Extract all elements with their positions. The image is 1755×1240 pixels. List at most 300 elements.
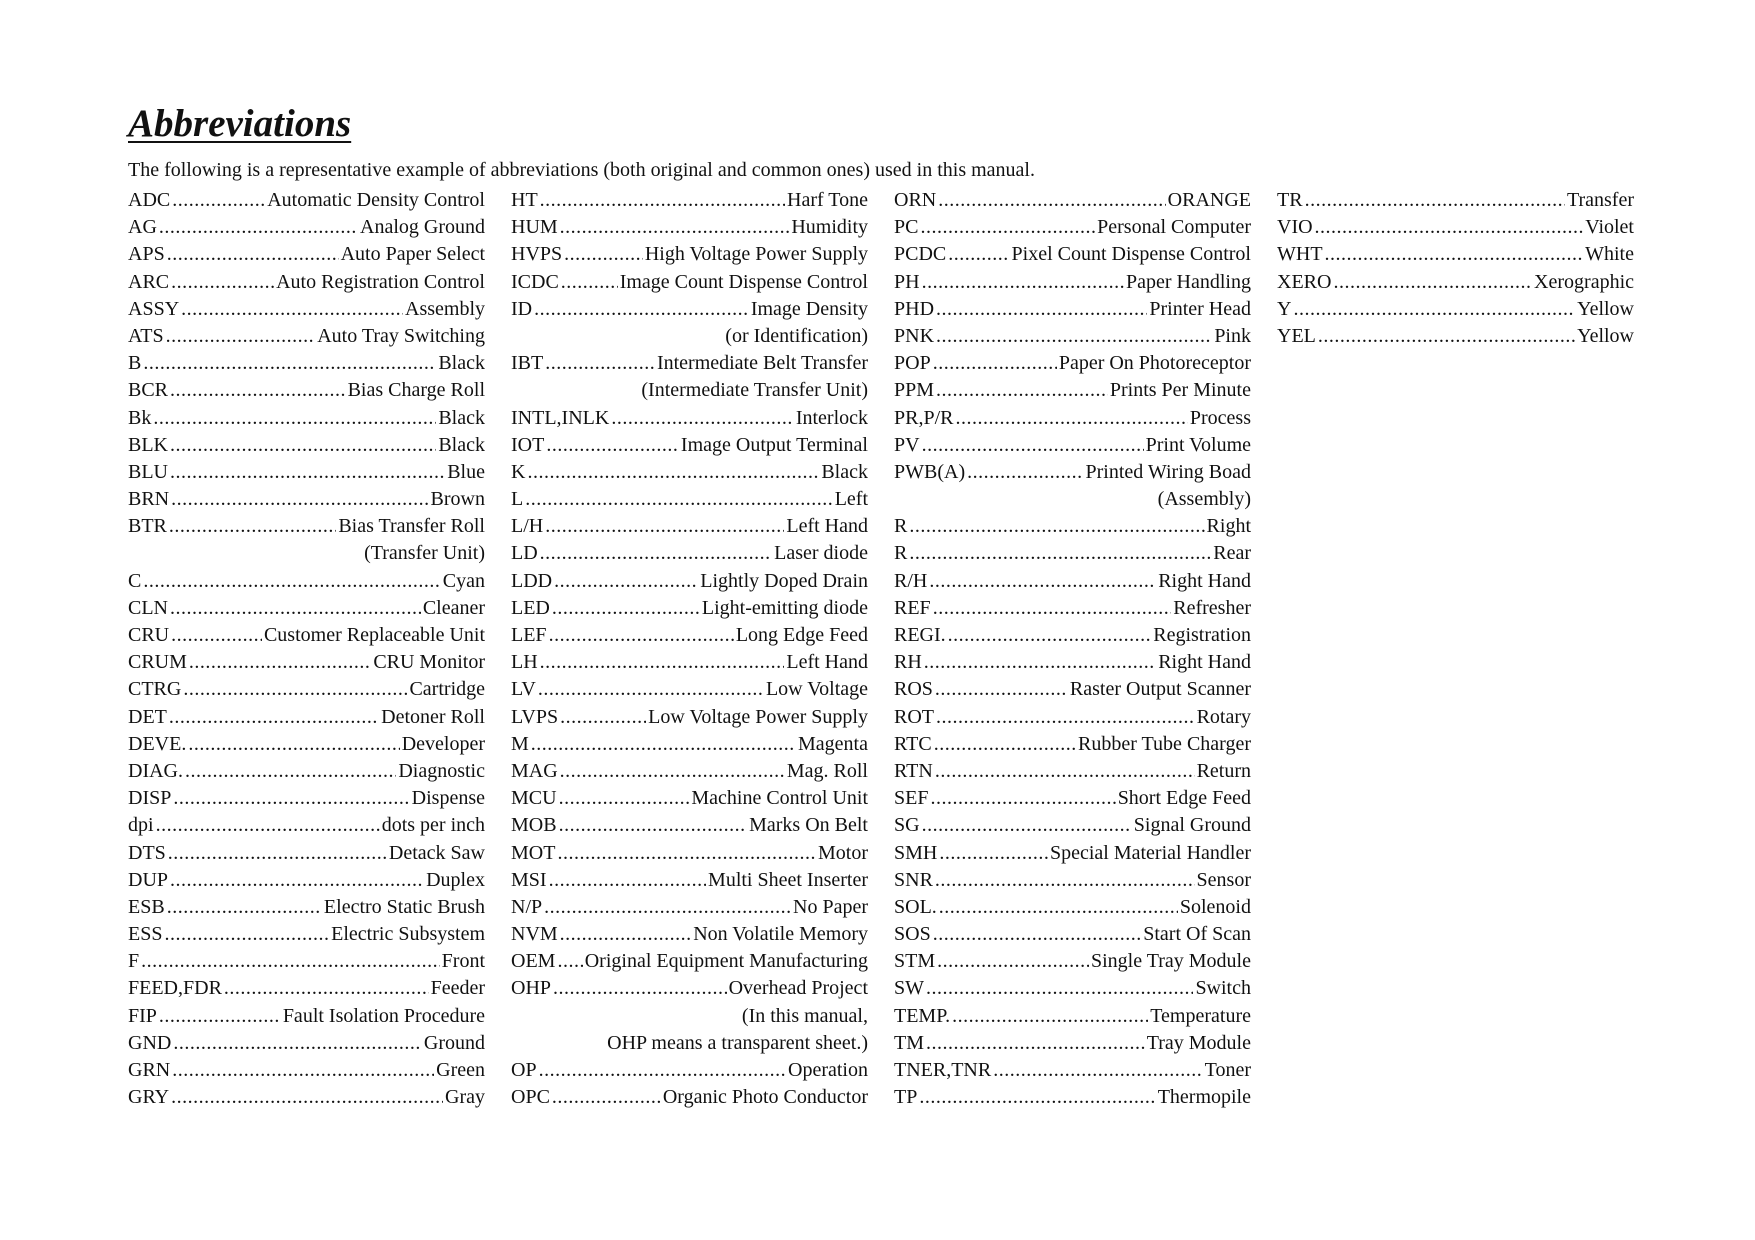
abbreviation-code: TNER,TNR (894, 1059, 992, 1081)
abbreviation-meaning: Single Tray Module (1090, 950, 1251, 973)
dot-leader (1293, 296, 1575, 323)
abbreviation-entry (511, 731, 868, 758)
abbreviation-entry (128, 432, 485, 459)
abbreviation-meaning: Gray (445, 1086, 485, 1109)
abbreviation-code: DIAG. (128, 759, 183, 782)
abbreviation-code: WHT (1277, 243, 1323, 266)
abbreviation-meaning: Switch (1195, 977, 1251, 1000)
abbreviation-meaning: (Transfer Unit) (364, 542, 485, 565)
abbreviation-code: PNK (894, 324, 935, 347)
abbreviation-entry (128, 676, 485, 703)
abbreviation-meaning: Original Equipment Manufacturing (584, 950, 868, 973)
abbreviation-code: FIP (128, 1004, 157, 1027)
abbreviation-entry (894, 214, 1251, 241)
abbreviation-entry (128, 812, 485, 839)
abbreviation-code: PC (894, 216, 919, 239)
abbreviation-meaning: Right (1206, 515, 1251, 538)
abbreviation-entry (128, 405, 485, 432)
abbreviation-meaning: Diagnostic (398, 759, 485, 782)
abbreviation-code: DEVE. (128, 732, 187, 755)
abbreviation-meaning: Assembly (405, 297, 485, 320)
abbreviation-entry (128, 323, 485, 350)
abbreviation-code: K (511, 460, 526, 483)
dot-leader (171, 622, 262, 649)
abbreviation-entry (894, 812, 1251, 839)
abbreviation-meaning: Electric Subsystem (331, 923, 485, 946)
dot-leader (525, 486, 832, 513)
dot-leader (909, 540, 1211, 567)
dot-leader (171, 1084, 443, 1111)
abbreviation-code: VIO (1277, 216, 1313, 239)
dot-leader (955, 405, 1187, 432)
abbreviation-entry (511, 1057, 868, 1084)
abbreviation-entry (128, 622, 485, 649)
abbreviation-meaning: Image Density (750, 297, 868, 320)
dot-leader (170, 459, 445, 486)
dot-leader (181, 296, 403, 323)
abbreviation-code: TP (894, 1086, 918, 1109)
abbreviation-entry (128, 758, 485, 785)
abbreviation-entry (511, 785, 868, 812)
abbreviation-continuation (511, 1003, 868, 1030)
abbreviation-code: M (511, 732, 529, 755)
abbreviation-entry (894, 894, 1251, 921)
dot-leader (1318, 323, 1575, 350)
dot-leader (171, 486, 428, 513)
abbreviation-entry (511, 296, 868, 323)
abbreviation-entry (511, 350, 868, 377)
abbreviation-code: AG (128, 216, 157, 239)
abbreviation-meaning: Temperature (1150, 1004, 1251, 1027)
dot-leader (935, 758, 1195, 785)
dot-leader (922, 812, 1132, 839)
abbreviation-meaning: Auto Paper Select (340, 243, 485, 266)
dot-leader (153, 405, 436, 432)
abbreviation-code: REF (894, 596, 931, 619)
abbreviation-meaning: Return (1196, 759, 1251, 782)
abbreviation-meaning: Refresher (1173, 596, 1251, 619)
abbreviation-entry (511, 975, 868, 1002)
abbreviation-meaning: Non Volatile Memory (693, 923, 868, 946)
abbreviation-code: YEL (1277, 324, 1316, 347)
dot-leader (167, 241, 339, 268)
dot-leader (560, 704, 646, 731)
abbreviation-meaning: Rubber Tube Charger (1078, 732, 1251, 755)
abbreviation-entry (128, 459, 485, 486)
abbreviation-meaning: Low Voltage (765, 678, 868, 701)
abbreviation-code: SEF (894, 787, 929, 810)
abbreviation-entry (511, 459, 868, 486)
abbreviation-code: dpi (128, 814, 154, 837)
abbreviation-code: XERO (1277, 270, 1332, 293)
abbreviation-entry (511, 214, 868, 241)
abbreviation-entry (894, 840, 1251, 867)
abbreviation-meaning: Right Hand (1158, 651, 1251, 674)
abbreviation-meaning: Customer Replaceable Unit (263, 624, 485, 646)
abbreviation-meaning: Yellow (1577, 297, 1634, 320)
abbreviation-meaning: Cleaner (422, 596, 485, 619)
abbreviation-code: RH (894, 651, 922, 674)
abbreviation-entry (894, 921, 1251, 948)
abbreviation-code: OPC (511, 1086, 550, 1109)
abbreviation-code: MOT (511, 841, 556, 864)
dot-leader (549, 867, 706, 894)
abbreviation-code: DTS (128, 841, 166, 864)
abbreviation-meaning: Yellow (1577, 324, 1634, 347)
abbreviation-meaning: (Intermediate Transfer Unit) (641, 379, 868, 402)
abbreviation-meaning: (In this manual, (741, 1004, 868, 1027)
abbreviation-meaning: Brown (430, 488, 485, 511)
abbreviation-code: DISP (128, 787, 172, 810)
abbreviation-continuation (511, 1030, 868, 1057)
dot-leader (538, 676, 764, 703)
dot-leader (170, 595, 421, 622)
abbreviation-meaning: Machine Control Unit (691, 787, 868, 810)
dot-leader (224, 975, 429, 1002)
abbreviation-code: BRN (128, 488, 170, 511)
abbreviation-code: ROS (894, 678, 933, 701)
abbreviation-meaning: Black (438, 433, 485, 456)
abbreviation-code: SMH (894, 841, 938, 864)
abbreviation-meaning: Tray Module (1146, 1031, 1251, 1054)
abbreviation-code: TR (1277, 189, 1303, 211)
abbreviation-code: GRN (128, 1059, 171, 1081)
abbreviation-code: HUM (511, 216, 558, 239)
dot-leader (141, 948, 440, 975)
abbreviation-column-2 (511, 187, 868, 1111)
dot-leader (930, 785, 1115, 812)
dot-leader (933, 350, 1057, 377)
abbreviation-entry (511, 432, 868, 459)
abbreviation-entry (511, 568, 868, 595)
abbreviation-meaning: White (1585, 243, 1634, 266)
abbreviation-entry (128, 595, 485, 622)
abbreviation-entry (511, 486, 868, 513)
abbreviation-code: HT (511, 189, 538, 211)
abbreviation-meaning: Thermopile (1157, 1086, 1251, 1109)
abbreviation-code: IBT (511, 352, 544, 375)
abbreviation-code: MCU (511, 787, 557, 810)
abbreviation-code: MAG (511, 759, 558, 782)
abbreviation-entry (894, 731, 1251, 758)
abbreviation-meaning: Auto Tray Switching (317, 324, 485, 347)
dot-leader (933, 595, 1172, 622)
abbreviation-meaning: Laser diode (774, 542, 868, 565)
abbreviation-code: CLN (128, 596, 168, 619)
abbreviation-meaning: Motor (818, 841, 868, 864)
abbreviation-meaning: dots per inch (381, 814, 485, 837)
dot-leader (189, 649, 371, 676)
abbreviation-meaning: Black (438, 352, 485, 375)
dot-leader (549, 622, 734, 649)
abbreviation-code: PH (894, 270, 920, 293)
dot-leader (993, 1057, 1202, 1084)
dot-leader (559, 812, 748, 839)
dot-leader (936, 323, 1212, 350)
abbreviation-entry (894, 350, 1251, 377)
dot-leader (185, 758, 396, 785)
abbreviation-entry (894, 432, 1251, 459)
abbreviation-entry (894, 323, 1251, 350)
dot-leader (531, 731, 796, 758)
abbreviation-entry (894, 622, 1251, 649)
abbreviation-meaning: Rear (1213, 542, 1251, 565)
abbreviation-entry (894, 296, 1251, 323)
abbreviation-entry (128, 486, 485, 513)
abbreviation-code: CTRG (128, 678, 182, 701)
dot-leader (554, 568, 698, 595)
dot-leader (546, 432, 679, 459)
abbreviation-entry (128, 1084, 485, 1111)
abbreviation-entry (1277, 296, 1634, 323)
abbreviation-code: STM (894, 950, 936, 973)
dot-leader (1315, 214, 1584, 241)
abbreviation-entry (511, 405, 868, 432)
abbreviation-entry (128, 948, 485, 975)
abbreviation-code: SNR (894, 868, 933, 891)
abbreviation-entry (511, 269, 868, 296)
abbreviation-meaning: Black (821, 460, 868, 483)
abbreviation-meaning: Interlock (795, 406, 868, 429)
abbreviation-entry (511, 513, 868, 540)
abbreviation-code: PV (894, 433, 920, 456)
abbreviation-meaning: No Paper (793, 895, 868, 918)
abbreviation-code: GND (128, 1031, 172, 1054)
abbreviation-entry (894, 785, 1251, 812)
abbreviation-entry (1277, 214, 1634, 241)
dot-leader (183, 676, 407, 703)
abbreviation-entry (894, 568, 1251, 595)
abbreviation-entry (128, 894, 485, 921)
abbreviation-meaning: High Voltage Power Supply (644, 243, 868, 266)
dot-leader (560, 214, 790, 241)
abbreviation-code: L/H (511, 515, 544, 538)
abbreviation-entry (511, 649, 868, 676)
dot-leader (1305, 187, 1565, 214)
abbreviation-code: GRY (128, 1086, 170, 1109)
abbreviation-code: BCR (128, 379, 169, 402)
dot-leader (544, 894, 791, 921)
abbreviation-code: PR,P/R (894, 406, 954, 429)
abbreviation-meaning: Humidity (791, 216, 868, 239)
abbreviation-meaning: Personal Computer (1097, 216, 1251, 239)
abbreviation-meaning: Green (436, 1059, 485, 1081)
abbreviation-entry (894, 1030, 1251, 1057)
abbreviation-meaning: Xerographic (1534, 270, 1634, 293)
abbreviation-meaning: Automatic Density Control (267, 189, 485, 211)
abbreviation-code: ID (511, 297, 533, 320)
abbreviation-meaning: Blue (447, 460, 485, 483)
dot-leader (937, 948, 1089, 975)
abbreviation-meaning: Dispense (411, 787, 485, 810)
abbreviation-meaning: Pixel Count Dispense Control (1011, 243, 1251, 266)
abbreviation-entry (128, 1003, 485, 1030)
abbreviation-code: DET (128, 705, 167, 728)
abbreviation-entry (128, 214, 485, 241)
dot-leader (919, 1084, 1155, 1111)
dot-leader (168, 840, 387, 867)
abbreviation-code: SOS (894, 923, 931, 946)
dot-leader (156, 812, 380, 839)
dot-leader (539, 1057, 786, 1084)
abbreviation-entry (894, 540, 1251, 567)
dot-leader (143, 350, 436, 377)
dot-leader (922, 269, 1124, 296)
abbreviation-code: LV (511, 678, 536, 701)
abbreviation-code: ICDC (511, 270, 559, 293)
abbreviation-meaning: Light-emitting diode (701, 596, 868, 619)
abbreviation-entry (894, 187, 1251, 214)
dot-leader (939, 894, 1178, 921)
abbreviation-code: POP (894, 352, 931, 375)
page-title: Abbreviations (128, 102, 352, 145)
abbreviation-meaning: Cyan (442, 569, 485, 592)
abbreviation-entry (511, 187, 868, 214)
dot-leader (170, 867, 424, 894)
abbreviation-entry (128, 350, 485, 377)
abbreviation-code: RTC (894, 732, 932, 755)
abbreviation-entry (128, 867, 485, 894)
abbreviation-meaning: Magenta (798, 732, 868, 755)
dot-leader (926, 1030, 1145, 1057)
abbreviation-meaning: Left (834, 488, 868, 511)
abbreviation-entry (894, 269, 1251, 296)
abbreviation-code: SOL. (894, 895, 937, 918)
abbreviation-entry (128, 269, 485, 296)
dot-leader (545, 350, 655, 377)
abbreviation-code: TEMP. (894, 1004, 951, 1027)
abbreviation-meaning: Low Voltage Power Supply (648, 705, 868, 728)
abbreviation-meaning: Toner (1204, 1059, 1251, 1081)
abbreviation-code: DUP (128, 868, 169, 891)
abbreviation-entry (1277, 187, 1634, 214)
abbreviation-continuation (511, 323, 868, 350)
dot-leader (188, 731, 399, 758)
abbreviation-code: OP (511, 1059, 537, 1081)
dot-leader (909, 513, 1204, 540)
abbreviation-entry (894, 649, 1251, 676)
abbreviation-meaning: Printer Head (1149, 297, 1251, 320)
abbreviation-code: ESS (128, 923, 163, 946)
abbreviation-entry (894, 459, 1251, 486)
dot-leader (560, 758, 785, 785)
abbreviation-entry (894, 1003, 1251, 1030)
abbreviation-meaning: Overhead Project (728, 977, 868, 1000)
dot-leader (552, 595, 700, 622)
dot-leader (173, 785, 409, 812)
abbreviation-code: LEF (511, 624, 547, 646)
abbreviation-code: SG (894, 814, 920, 837)
abbreviation-code: ESB (128, 895, 165, 918)
dot-leader (557, 948, 582, 975)
abbreviation-entry (511, 840, 868, 867)
abbreviation-code: NVM (511, 923, 558, 946)
abbreviation-entry (128, 704, 485, 731)
abbreviation-entry (511, 867, 868, 894)
abbreviation-meaning: Short Edge Feed (1117, 787, 1251, 810)
dot-leader (143, 568, 440, 595)
abbreviation-code: LVPS (511, 705, 559, 728)
abbreviation-meaning: Bias Transfer Roll (338, 515, 485, 538)
dot-leader (540, 649, 785, 676)
abbreviation-meaning: Harf Tone (787, 189, 868, 211)
dot-leader (938, 187, 1165, 214)
abbreviation-entry (128, 975, 485, 1002)
abbreviation-code: LH (511, 651, 538, 674)
abbreviation-entry (511, 704, 868, 731)
abbreviation-meaning: Lightly Doped Drain (700, 569, 868, 592)
abbreviation-entry (128, 377, 485, 404)
abbreviation-entry (128, 731, 485, 758)
abbreviation-code: INTL,INLK (511, 406, 610, 429)
dot-leader (171, 269, 274, 296)
abbreviation-meaning: Print Volume (1145, 433, 1251, 456)
abbreviation-meaning: Fault Isolation Procedure (282, 1004, 485, 1027)
dot-leader (948, 241, 1009, 268)
abbreviation-code: FEED,FDR (128, 977, 222, 1000)
abbreviation-column-3 (894, 187, 1251, 1111)
abbreviation-code: Bk (128, 406, 152, 429)
abbreviation-code: RTN (894, 759, 933, 782)
dot-leader (611, 405, 794, 432)
abbreviation-code: F (128, 950, 140, 973)
abbreviation-code: APS (128, 243, 165, 266)
dot-leader (926, 975, 1193, 1002)
dot-leader (1333, 269, 1532, 296)
abbreviation-code: BLU (128, 460, 168, 483)
dot-leader (948, 622, 1152, 649)
abbreviation-meaning: Image Output Terminal (680, 433, 868, 456)
abbreviation-meaning: (or Identification) (725, 324, 868, 347)
dot-leader (952, 1003, 1148, 1030)
abbreviation-meaning: Multi Sheet Inserter (708, 868, 868, 891)
abbreviation-entry (894, 513, 1251, 540)
abbreviation-meaning: Feeder (430, 977, 485, 1000)
abbreviation-meaning: CRU Monitor (373, 651, 485, 674)
dot-leader (936, 296, 1147, 323)
dot-leader (564, 241, 643, 268)
abbreviation-entry (511, 921, 868, 948)
abbreviation-code: LD (511, 542, 538, 565)
dot-leader (164, 921, 329, 948)
dot-leader (172, 187, 265, 214)
dot-leader (934, 731, 1076, 758)
abbreviation-meaning: Electro Static Brush (323, 895, 485, 918)
abbreviation-continuation (894, 486, 1251, 513)
dot-leader (540, 187, 785, 214)
abbreviation-code: LED (511, 596, 550, 619)
abbreviation-code: IOT (511, 433, 545, 456)
abbreviation-entry (894, 405, 1251, 432)
abbreviation-entry (894, 377, 1251, 404)
abbreviation-entry (511, 595, 868, 622)
abbreviation-meaning: Raster Output Scanner (1069, 678, 1251, 701)
abbreviation-entry (1277, 323, 1634, 350)
abbreviation-entry (894, 1084, 1251, 1111)
abbreviation-entry (128, 568, 485, 595)
abbreviation-meaning: Image Count Dispense Control (619, 270, 868, 293)
abbreviation-entry (511, 241, 868, 268)
abbreviation-code: SW (894, 977, 924, 1000)
abbreviation-meaning: Paper On Photoreceptor (1058, 352, 1251, 375)
abbreviation-entry (894, 1057, 1251, 1084)
abbreviation-code: PHD (894, 297, 935, 320)
abbreviation-entry (128, 513, 485, 540)
dot-leader (560, 921, 692, 948)
abbreviation-entry (1277, 241, 1634, 268)
dot-leader (935, 867, 1195, 894)
abbreviation-entry (128, 840, 485, 867)
